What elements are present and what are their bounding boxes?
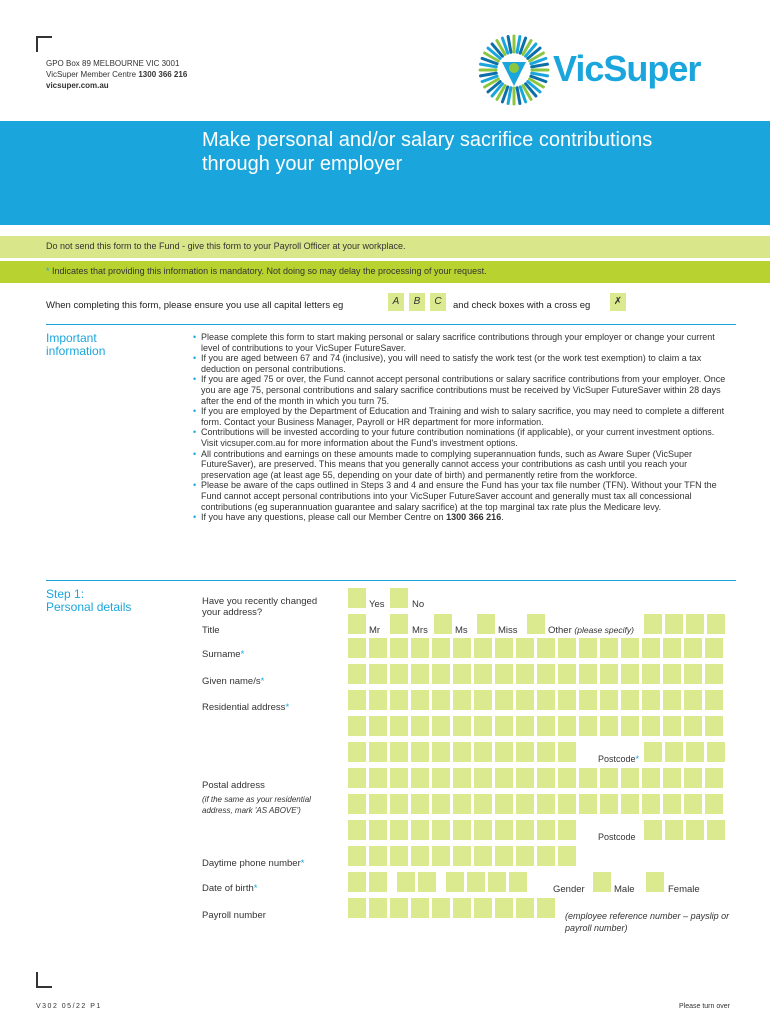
capitals-instruction: When completing this form, please ensure you use all capital letters eg <box>46 300 344 311</box>
info-bullet: • If you are employed by the Department of Education and Training and wish to salary sacrifice, you may need to complete a different form. Contact your Business Manager, Payroll or HR department for more information. <box>193 406 733 427</box>
step1-number: Step 1: <box>46 587 85 601</box>
phone-text: Daytime phone number <box>202 858 301 869</box>
changed-address-yes-checkbox[interactable] <box>348 588 366 608</box>
phone-label <box>202 858 304 869</box>
important-heading <box>46 332 105 358</box>
important-info-list <box>193 332 733 523</box>
given-names-field[interactable] <box>348 664 723 684</box>
residential-postcode-field[interactable] <box>644 742 725 762</box>
given-names-text: Given name/s <box>202 676 261 687</box>
title-other-field[interactable] <box>644 614 725 634</box>
info-bullet: • If you are aged 75 or over, the Fund cannot accept personal contributions or salary sacrifice contributions from your employer. Once you are age 75, personal contributions and salary sacrifice contributions must be received by VicSuper FutureSaver within 28 days after the end of the month in which you turn 75. <box>193 374 733 406</box>
important-heading-line2: information <box>46 344 106 358</box>
residential-address-line3[interactable] <box>348 742 576 762</box>
postcode-label <box>598 754 639 764</box>
fund-address <box>46 58 187 91</box>
member-centre-line <box>46 69 187 80</box>
title-miss-label: Miss <box>498 625 518 636</box>
example-letter-box: A <box>388 293 404 311</box>
residential-address-line1[interactable] <box>348 690 723 710</box>
website-line: vicsuper.com.au <box>46 81 109 90</box>
required-star: * <box>253 883 258 894</box>
dob-text: Date of birth <box>202 883 254 894</box>
female-label: Female <box>668 884 700 895</box>
cross-instruction: and check boxes with a cross eg <box>453 300 591 311</box>
changed-address-label: Have you recently changed your address? <box>202 596 318 618</box>
do-not-send-notice: Do not send this form to the Fund - give this form to your Payroll Officer at your workplace. <box>46 241 406 251</box>
title-other-label <box>548 625 634 636</box>
page-title <box>202 128 722 176</box>
residential-address-label <box>202 702 289 713</box>
mandatory-notice <box>46 266 487 276</box>
title-mrs-checkbox[interactable] <box>390 614 408 634</box>
dob-day-field[interactable] <box>348 872 387 892</box>
important-heading-line1: Important <box>46 331 97 345</box>
gender-male-checkbox[interactable] <box>593 872 611 892</box>
example-letter-box: B <box>409 293 425 311</box>
questions-text: If you have any questions, please call our Member Centre on <box>201 512 447 523</box>
title-other-text: Other <box>548 625 572 636</box>
yes-label: Yes <box>369 599 385 610</box>
residential-address-text: Residential address <box>202 702 286 713</box>
postal-address-line3[interactable] <box>348 820 576 840</box>
title-other-hint: (please specify) <box>574 625 634 635</box>
member-centre-phone: 1300 366 216 <box>138 70 188 79</box>
gender-female-checkbox[interactable] <box>646 872 664 892</box>
turn-over-note: Please turn over <box>679 1003 730 1010</box>
info-bullet: • All contributions and earnings on these amounts made to complying superannuation funds, such as Aware Super (VicSuper FutureSaver), are preserved. This means that you generally cannot access your contributions as cash until you reach your preservation age (at least age 55, depending on your date of birth) and permanently retire from the workforce. <box>193 449 733 481</box>
payroll-hint: (employee reference number – payslip or payroll number) <box>565 911 730 933</box>
section-divider <box>46 324 736 325</box>
title-mrs-label: Mrs <box>412 625 428 636</box>
title-ms-checkbox[interactable] <box>434 614 452 634</box>
vicsuper-logo-text: VicSuper <box>553 48 701 89</box>
step1-title: Personal details <box>46 600 132 614</box>
section-divider <box>46 580 736 581</box>
surname-text: Surname <box>202 649 241 660</box>
step1-heading <box>46 588 131 614</box>
info-bullet: • If you are aged between 67 and 74 (inclusive), you will need to satisfy the work test (or the work test exemption) to claim a tax deduction on personal contributions. <box>193 353 733 374</box>
title-line-2: through your employer <box>202 153 403 175</box>
crop-mark-bottom-left <box>36 972 52 988</box>
phone-field[interactable] <box>348 846 576 866</box>
required-star: * <box>240 649 245 660</box>
gender-label: Gender <box>553 884 585 895</box>
example-letter-box: C <box>430 293 446 311</box>
info-bullet: • Please complete this form to start making personal or salary sacrifice contributions through your employer or change your current level of contributions to your VicSuper FutureSaver. <box>193 332 733 353</box>
info-bullet: • Please be aware of the caps outlined in Steps 3 and 4 and ensure the Fund has your tax file number (TFN). Without your TFN the Fund cannot accept personal contributions into your VicSuper FutureSaver account and generally must tax all concessional contributions (eg superannuation guarantee and salary sacrifice) at the top marginal tax rate plus the Medicare levy. <box>193 480 733 512</box>
info-bullet-questions <box>193 512 733 523</box>
postal-address-line1[interactable] <box>348 768 723 788</box>
title-miss-checkbox[interactable] <box>477 614 495 634</box>
residential-address-line2[interactable] <box>348 716 723 736</box>
postal-address-line2[interactable] <box>348 794 723 814</box>
crop-mark-top-left <box>36 36 52 52</box>
postcode-text: Postcode <box>598 754 636 764</box>
address-line: GPO Box 89 MELBOURNE VIC 3001 <box>46 59 180 68</box>
required-star: * <box>260 676 265 687</box>
surname-field[interactable] <box>348 638 723 658</box>
title-ms-label: Ms <box>455 625 468 636</box>
member-centre-phone: 1300 366 216 <box>446 512 502 523</box>
title-label: Title <box>202 625 220 636</box>
title-other-checkbox[interactable] <box>527 614 545 634</box>
postal-address-hint: (if the same as your residential address, mark 'AS ABOVE') <box>202 795 311 815</box>
dob-month-field[interactable] <box>397 872 436 892</box>
info-bullet: • Contributions will be invested according to your future contribution nominations (if applicable), or your current investment options. Visit vicsuper.com.au for more information about the Fund's investment options. <box>193 427 733 448</box>
title-mr-label: Mr <box>369 625 381 636</box>
postal-postcode-field[interactable] <box>644 820 725 840</box>
form-version: V302 05/22 P1 <box>36 1003 102 1010</box>
title-line-1: Make personal and/or salary sacrifice contributions <box>202 129 653 151</box>
postal-address-label: Postal address <box>202 780 265 791</box>
payroll-label: Payroll number <box>202 910 266 921</box>
required-star: * <box>46 266 50 276</box>
postal-postcode-label: Postcode <box>598 832 636 842</box>
example-cross-box: ✗ <box>610 293 626 311</box>
required-star: * <box>300 858 305 869</box>
title-mr-checkbox[interactable] <box>348 614 366 634</box>
given-names-label <box>202 676 264 687</box>
required-star: * <box>635 754 640 764</box>
required-star: * <box>285 702 290 713</box>
changed-address-no-checkbox[interactable] <box>390 588 408 608</box>
male-label: Male <box>614 884 635 895</box>
dob-label <box>202 883 257 894</box>
payroll-field[interactable] <box>348 898 555 918</box>
dob-year-field[interactable] <box>446 872 527 892</box>
mandatory-text: Indicates that providing this information is mandatory. Not doing so may delay the processing of your request. <box>49 266 487 276</box>
member-centre-label: VicSuper Member Centre <box>46 70 139 79</box>
no-label: No <box>412 599 425 610</box>
surname-label <box>202 649 244 660</box>
questions-suffix: . <box>501 512 504 523</box>
